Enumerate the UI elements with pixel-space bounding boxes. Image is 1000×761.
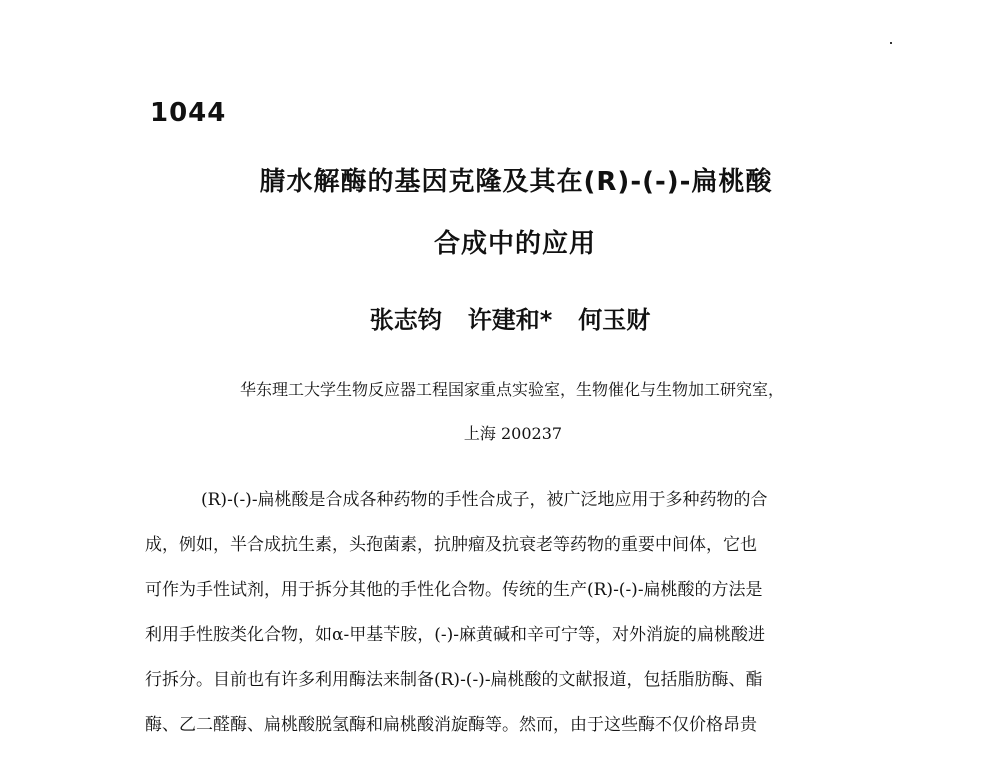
body-line-5: 行拆分。目前也有许多利用酶法来制备(R)-(-)-扁桃酸的文献报道，包括脂肪酶、酯: [145, 670, 763, 690]
body-line-3: 可作为手性试剂，用于拆分其他的手性化合物。传统的生产(R)-(-)-扁桃酸的方法是: [145, 580, 763, 600]
author-3: 何玉财: [578, 306, 651, 334]
author-list: [0, 300, 1000, 335]
abstract-body: [145, 478, 885, 748]
page-number: 1044: [150, 98, 227, 128]
body-line-4: 利用手性胺类化合物，如α-甲基苄胺，(-)-麻黄碱和辛可宁等，对外消旋的扁桃酸进: [145, 625, 765, 645]
paper-title-line-1: 腈水解酶的基因克隆及其在(R)-(-)-扁桃酸: [259, 167, 773, 197]
author-1: 张志钧: [369, 306, 442, 334]
scan-speck: [890, 42, 892, 44]
affiliation-line-2: 上海 200237: [463, 424, 563, 443]
affiliation-line-1: 华东理工大学生物反应器工程国家重点实验室，生物催化与生物加工研究室，: [239, 380, 784, 399]
paper-title-line-2: 合成中的应用: [433, 229, 596, 259]
author-2: 许建和*: [467, 306, 553, 334]
body-line-2: 成，例如，半合成抗生素，头孢菌素，抗肿瘤及抗衰老等药物的重要中间体，它也: [145, 535, 757, 555]
body-line-1: (R)-(-)-扁桃酸是合成各种药物的手性合成子，被广泛地应用于多种药物的合: [201, 490, 768, 510]
body-line-6: 酶、乙二醛酶、扁桃酸脱氢酶和扁桃酸消旋酶等。然而，由于这些酶不仅价格昂贵: [145, 715, 757, 735]
